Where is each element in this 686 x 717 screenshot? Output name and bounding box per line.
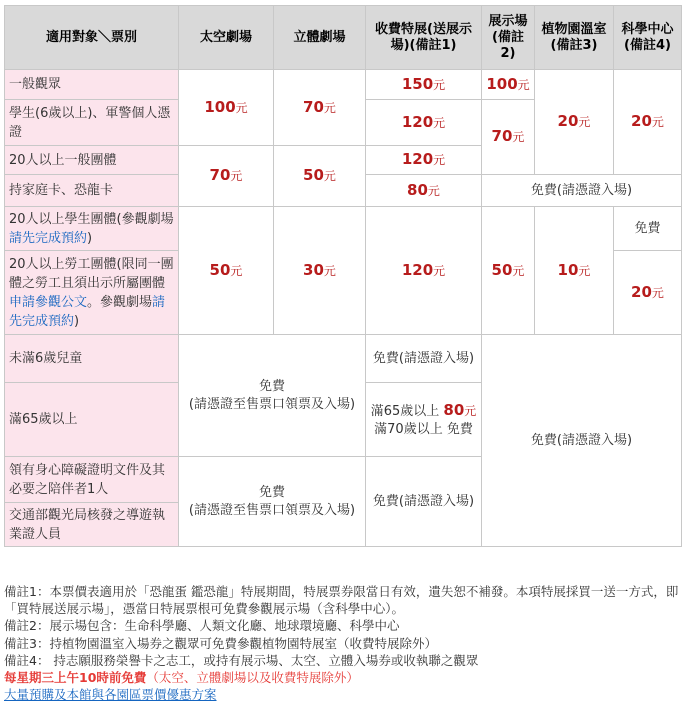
row-over-65: 滿65歲以上 bbox=[5, 383, 179, 457]
table-header-row bbox=[5, 6, 682, 70]
row-general-visitor: 一般觀眾 bbox=[5, 70, 179, 100]
header-target-category: 適用對象＼票別 bbox=[5, 6, 179, 70]
free-with-id-family: 免費(請憑證入場) bbox=[482, 175, 682, 207]
row-student-group: 20人以上學生團體(參觀劇場請先完成預約) bbox=[5, 207, 179, 251]
price-special-group: 120元 bbox=[366, 146, 482, 175]
price-exhibit-general: 100元 bbox=[482, 70, 535, 100]
free-with-id-exhibits: 免費(請憑證入場) bbox=[482, 335, 682, 547]
price-greenhouse-general: 20元 bbox=[535, 70, 614, 175]
row-student-military: 學生(6歲以上)、軍警個人憑證 bbox=[5, 100, 179, 146]
price-science-general: 20元 bbox=[614, 70, 682, 175]
row-family-dino-card: 持家庭卡、恐龍卡 bbox=[5, 175, 179, 207]
header-3d-theater: 立體劇場 bbox=[274, 6, 366, 70]
price-stereo-group-family: 50元 bbox=[274, 146, 366, 207]
row-tour-guide: 交通部觀光局核發之導遊執業證人員 bbox=[5, 503, 179, 547]
table-row bbox=[5, 207, 682, 251]
price-space-studentgroup-labor: 50元 bbox=[179, 207, 274, 335]
promo-title: 每星期三上午10時前免費 bbox=[4, 670, 147, 686]
price-space-group-family: 70元 bbox=[179, 146, 274, 207]
note-4: 備註4： 持志願服務榮譽卡之志工，或持有展示場、太空、立體入場券或收執聯之觀眾 bbox=[4, 652, 479, 668]
header-greenhouse: 植物園溫室(備註3) bbox=[535, 6, 614, 70]
row-disabled: 領有身心障礙證明文件及其必要之陪伴者1人 bbox=[5, 457, 179, 503]
note-1: 備註1：本票價表適用於「恐龍蛋 鑑恐龍」特展期間，特展票券限當日有效，遺失恕不補發。本項特展採買一送一方式，即「買特展送展示場」，憑當日特展票根可免費參觀展示場（含科學中心）。 bbox=[4, 584, 679, 617]
price-special-student: 120元 bbox=[366, 100, 482, 146]
row-under-6: 未滿6歲兒童 bbox=[5, 335, 179, 383]
note-2: 備註2：展示場包含：生命科學廳、人類文化廳、地球環境廳、科學中心 bbox=[4, 618, 400, 634]
note-3: 備註3：持植物園溫室入場券之觀眾可免費參觀植物園特展室（收費特展除外） bbox=[4, 635, 437, 651]
row-labor-group: 20人以上勞工團體(限同一團體之勞工且須出示所屬團體申請參觀公文。參觀劇場請先完成預約) bbox=[5, 251, 179, 335]
free-with-id-under6: 免費(請憑證入場) bbox=[366, 335, 482, 383]
price-stereo-studentgroup-labor: 30元 bbox=[274, 207, 366, 335]
price-special-studentgroup-labor: 120元 bbox=[366, 207, 482, 335]
price-special-general: 150元 bbox=[366, 70, 482, 100]
promo-subtitle: （太空、立體劇場以及收費特展除外） bbox=[146, 670, 359, 686]
price-special-family: 80元 bbox=[366, 175, 482, 207]
header-exhibit-halls: 展示場(備註2) bbox=[482, 6, 535, 70]
free-ticket-theaters-over65: 免費 (請憑證至售票口領票及入場) bbox=[179, 335, 366, 457]
row-general-group: 20人以上一般團體 bbox=[5, 146, 179, 175]
bulk-discount-link[interactable]: 大量預購及本館與各園區票價優惠方案 bbox=[4, 687, 217, 703]
header-special-exhibition: 收費特展(送展示場)(備註1) bbox=[366, 6, 482, 70]
ticket-price-table bbox=[4, 5, 682, 547]
header-space-theater: 太空劇場 bbox=[179, 6, 274, 70]
price-space-general-student: 100元 bbox=[179, 70, 274, 146]
table-row bbox=[5, 70, 682, 100]
price-exhibit-studentgroup-labor: 50元 bbox=[482, 207, 535, 335]
notes-section bbox=[4, 583, 684, 703]
table-row bbox=[5, 335, 682, 383]
price-science-labor: 20元 bbox=[614, 251, 682, 335]
price-stereo-general-student: 70元 bbox=[274, 70, 366, 146]
price-exhibit-student-group: 70元 bbox=[482, 100, 535, 175]
free-ticket-theaters-disabled: 免費 (請憑證至售票口領票及入場) bbox=[179, 457, 366, 547]
price-greenhouse-studentgroup-labor: 10元 bbox=[535, 207, 614, 335]
special-over65-cell: 滿65歲以上 80元 滿70歲以上 免費 bbox=[366, 383, 482, 457]
header-science-center: 科學中心(備註4) bbox=[614, 6, 682, 70]
free-with-id-special-disabled: 免費(請憑證入場) bbox=[366, 457, 482, 547]
wednesday-free-promo bbox=[4, 669, 684, 686]
free-science-student-group: 免費 bbox=[614, 207, 682, 251]
